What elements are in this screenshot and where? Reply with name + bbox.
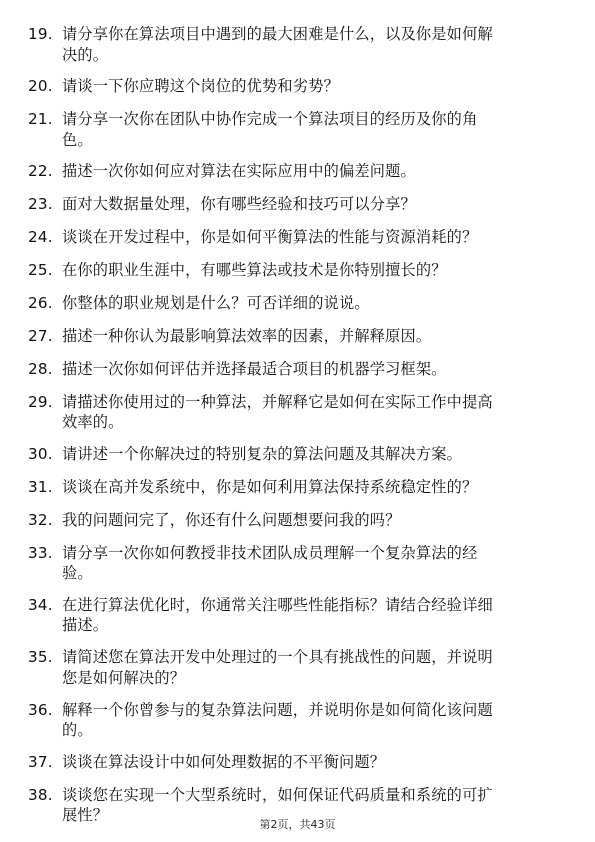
question-text: 谈谈在开发过程中，你是如何平衡算法的性能与资源消耗的？ [62, 228, 478, 247]
question-item [28, 359, 568, 380]
question-item [28, 392, 568, 433]
question-number: 30. [28, 445, 53, 464]
question-item [28, 595, 568, 636]
question-item [28, 510, 568, 531]
question-item [28, 444, 568, 465]
question-text: 在你的职业生涯中，有哪些算法或技术是你特别擅长的？ [62, 261, 447, 280]
question-text: 请描述你使用过的一种算法，并解释它是如何在实际工作中提高 效率的。 [62, 392, 493, 432]
question-text: 解释一个你曾参与的复杂算法问题，并说明你是如何简化该问题 的。 [62, 700, 493, 740]
question-text: 请分享你在算法项目中遇到的最大困难是什么，以及你是如何解 决的。 [62, 25, 493, 64]
question-number: 36. [28, 700, 53, 719]
question-item [28, 227, 568, 248]
question-text: 你整体的职业规划是什么？可否详细的说说。 [62, 294, 370, 313]
question-number: 26. [28, 294, 53, 313]
question-text: 在进行算法优化时，你通常关注哪些性能指标？请结合经验详细 描述。 [62, 595, 493, 635]
question-text: 请讲述一个你解决过的特别复杂的算法问题及其解决方案。 [62, 445, 463, 464]
question-item [28, 260, 568, 281]
question-item [28, 76, 568, 97]
question-number: 31. [28, 477, 53, 496]
question-text: 面对大数据量处理，你有哪些经验和技巧可以分享？ [62, 195, 416, 214]
question-text: 谈谈在高并发系统中，你是如何利用算法保持系统稳定性的？ [62, 477, 478, 496]
question-item [28, 109, 568, 150]
question-number: 28. [28, 359, 53, 378]
question-number: 38. [28, 785, 53, 804]
question-number: 24. [28, 228, 53, 247]
question-text: 请谈一下你应聘这个岗位的优势和劣势？ [62, 77, 339, 96]
question-text: 谈谈在算法设计中如何处理数据的不平衡问题？ [62, 752, 386, 771]
question-text: 请简述您在算法开发中处理过的一个具有挑战性的问题，并说明 您是如何解决的？ [62, 648, 493, 687]
question-number: 21. [28, 110, 53, 129]
question-item [28, 700, 568, 741]
question-text: 请分享一次你在团队中协作完成一个算法项目的经历及你的角 色。 [62, 110, 478, 149]
question-number: 37. [28, 752, 53, 771]
question-number: 20. [28, 77, 53, 96]
question-number: 25. [28, 261, 53, 280]
question-text: 谈谈您在实现一个大型系统时，如何保证代码质量和系统的可扩 展性？ [62, 785, 493, 825]
question-text: 请分享一次你如何教授非技术团队成员理解一个复杂算法的经 验。 [62, 543, 478, 583]
question-item [28, 293, 568, 314]
question-number: 33. [28, 543, 53, 562]
question-number: 29. [28, 392, 53, 411]
question-text: 描述一种你认为最影响算法效率的因素，并解释原因。 [62, 326, 432, 345]
question-item [28, 194, 568, 215]
question-number: 32. [28, 510, 53, 529]
question-text: 描述一次你如何评估并选择最适合项目的机器学习框架。 [62, 359, 447, 378]
question-number: 35. [28, 648, 53, 667]
question-item [28, 477, 568, 498]
question-number: 34. [28, 595, 53, 614]
question-number: 23. [28, 195, 53, 214]
question-item [28, 647, 568, 688]
question-item [28, 161, 568, 182]
question-number: 22. [28, 162, 53, 181]
question-item [28, 326, 568, 347]
question-number: 27. [28, 326, 53, 345]
question-list [28, 24, 568, 837]
question-number: 19. [28, 25, 53, 43]
question-item [28, 752, 568, 773]
question-text: 我的问题问完了，你还有什么问题想要问我的吗？ [62, 510, 401, 529]
page-footer: 第2页，共43页 [259, 818, 336, 831]
question-item [28, 543, 568, 584]
question-text: 描述一次你如何应对算法在实际应用中的偏差问题。 [62, 162, 416, 181]
question-item [28, 24, 568, 65]
